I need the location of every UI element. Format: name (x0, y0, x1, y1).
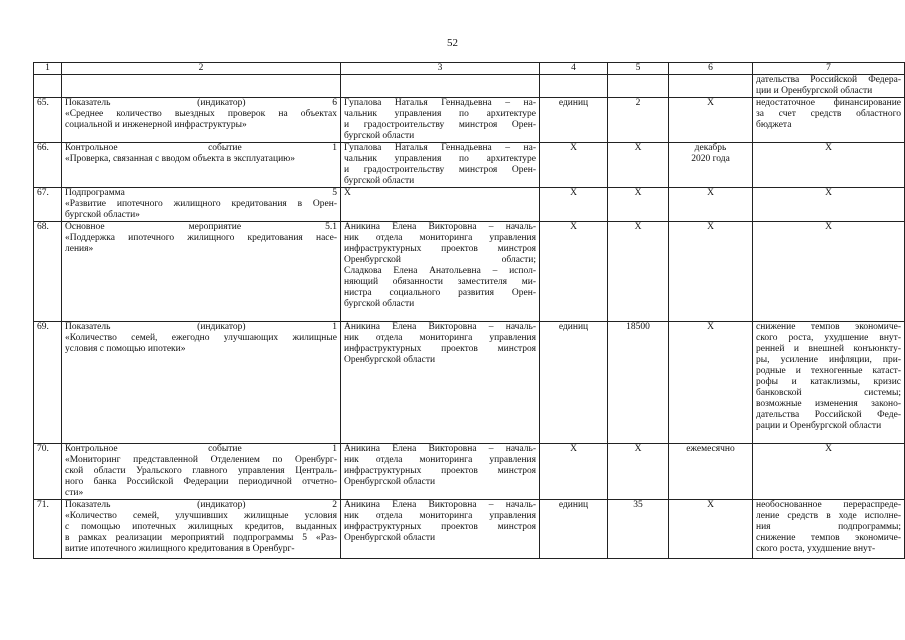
unit-value: X (570, 188, 577, 198)
responsible-line: и градостроительству минстроя Орен- (344, 120, 536, 130)
column-header: 6 (669, 63, 753, 75)
responsible-line: ник отдела мониторинга управления (344, 455, 536, 465)
risk-note-cell (753, 98, 905, 143)
item-name-line: «Проверка, связанная с вводом объекта в эксплуатацию» (65, 154, 296, 164)
item-name-line: Контрольное событие 1 (65, 444, 337, 454)
value-cell (608, 98, 669, 143)
deadline-line: декабрь (694, 143, 727, 153)
item-name-line: с помощью ипотечных жилищных кредитов, выданных (65, 522, 337, 532)
row-number-cell (34, 188, 62, 222)
risk-note-line: X (825, 444, 832, 454)
row-number: 65. (37, 98, 49, 108)
responsible-line: инфраструктурных проектов минстроя (344, 344, 536, 354)
target-value: 2 (635, 98, 641, 108)
deadline-cell (669, 98, 753, 143)
item-name-line: Основное мероприятие 5.1 (65, 222, 337, 232)
value-cell (608, 222, 669, 322)
risk-note-line: снижение темпов экономиче- (756, 533, 901, 543)
item-name-cell (62, 75, 341, 98)
row-number-cell (34, 98, 62, 143)
unit-value: X (570, 444, 577, 454)
risk-note-line: за счет средств областного (756, 109, 901, 119)
value-cell (608, 143, 669, 188)
row-number-cell (34, 75, 62, 98)
unit-cell (540, 75, 608, 98)
target-value: X (634, 188, 642, 198)
unit-cell (540, 143, 608, 188)
risk-note-line: ление средств в ходе исполне- (756, 511, 901, 521)
responsible-line: Аникина Елена Викторовна – началь- (344, 500, 536, 510)
deadline-line: 2020 года (691, 154, 730, 164)
responsible-line: Оренбургской области; (344, 255, 536, 265)
item-name-line: бургской области» (65, 210, 140, 220)
row-number-cell (34, 143, 62, 188)
page-number: 52 (447, 37, 458, 49)
responsible-line: и градостроительству минстроя Орен- (344, 165, 536, 175)
responsible-line: няющий обязанности заместителя ми- (344, 277, 536, 287)
item-name-cell (62, 322, 341, 444)
deadline-cell (669, 444, 753, 500)
responsible-line: чальник управления по архитектуре (344, 109, 536, 119)
deadline-cell (669, 75, 753, 98)
table-row (34, 188, 905, 222)
responsible-line: Оренбургской области (344, 477, 436, 487)
table-row (34, 500, 905, 559)
responsible-cell (341, 444, 540, 500)
risk-note-line: дательства Российской Феде- (756, 410, 901, 420)
row-number-cell (34, 444, 62, 500)
column-header: 7 (753, 63, 905, 75)
value-cell (608, 75, 669, 98)
item-name-line: Контрольное событие 1 (65, 143, 337, 153)
responsible-line: инфраструктурных проектов минстроя (344, 466, 536, 476)
risk-note-line: X (825, 143, 832, 153)
item-name-line: ления» (65, 244, 94, 254)
item-name-cell (62, 98, 341, 143)
row-number: 66. (37, 143, 49, 153)
risk-note-line: недостаточное финансирование (756, 98, 901, 108)
unit-value: единиц (558, 322, 589, 332)
column-header: 1 (34, 63, 62, 75)
deadline-line: X (707, 222, 714, 232)
unit-cell (540, 500, 608, 559)
value-cell (608, 322, 669, 444)
risk-note-cell (753, 188, 905, 222)
target-value: X (634, 222, 642, 232)
row-number-cell (34, 500, 62, 559)
risk-note-line: ции и Оренбургской области (756, 86, 873, 96)
row-number: 69. (37, 322, 49, 332)
unit-value: X (570, 222, 577, 232)
risk-note-line: дательства Российской Федера- (756, 75, 901, 85)
deadline-cell (669, 322, 753, 444)
deadline-line: X (707, 322, 714, 332)
responsible-cell (341, 98, 540, 143)
item-name-line: условия с помощью ипотеки» (65, 344, 186, 354)
item-name-line: социальной и инженерной инфраструктуры» (65, 120, 247, 130)
item-name-cell (62, 444, 341, 500)
risk-note-line: ского роста, ухудшение внут- (756, 544, 876, 554)
table-row (34, 222, 905, 322)
responsible-line: Оренбургской области (344, 355, 436, 365)
responsible-cell (341, 322, 540, 444)
deadline-line: X (707, 188, 714, 198)
table-row (34, 322, 905, 444)
deadline-line: ежемесячно (686, 444, 735, 454)
item-name-cell (62, 222, 341, 322)
item-name-cell (62, 500, 341, 559)
table-body (34, 75, 905, 559)
item-name-line: «Поддержка ипотечного жилищного кредитования насе- (65, 233, 337, 243)
row-number: 71. (37, 500, 49, 510)
risk-note-line: ского роста, ухудшение внут- (756, 333, 901, 343)
target-value: X (634, 444, 642, 454)
unit-value: единиц (558, 500, 589, 510)
item-name-line: Показатель (индикатор) 1 (65, 322, 337, 332)
unit-value: X (570, 143, 577, 153)
item-name-line: сти» (65, 488, 84, 498)
item-name-line: витие ипотечного жилищного кредитования в Оренбург- (65, 544, 295, 554)
program-table (33, 62, 905, 559)
responsible-line: ник отдела мониторинга управления (344, 511, 536, 521)
risk-note-line: X (825, 188, 832, 198)
risk-note-cell (753, 500, 905, 559)
item-name-cell (62, 143, 341, 188)
responsible-line: инфраструктурных проектов минстроя (344, 244, 536, 254)
unit-value: единиц (558, 98, 589, 108)
responsible-line: Аникина Елена Викторовна – началь- (344, 222, 536, 232)
unit-cell (540, 444, 608, 500)
table-row (34, 75, 905, 98)
unit-cell (540, 188, 608, 222)
responsible-cell (341, 222, 540, 322)
table-row (34, 98, 905, 143)
target-value: X (634, 143, 642, 153)
item-name-line: «Количество семей, ежегодно улучшающих жилищные (65, 333, 337, 343)
risk-note-cell (753, 222, 905, 322)
risk-note-line: ры, усиление инфляции, при- (756, 355, 901, 365)
responsible-line: Аникина Елена Викторовна – началь- (344, 444, 536, 454)
unit-cell (540, 222, 608, 322)
column-header: 4 (540, 63, 608, 75)
responsible-line: Оренбургской области (344, 533, 436, 543)
item-name-line: Показатель (индикатор) 2 (65, 500, 337, 510)
risk-note-cell (753, 75, 905, 98)
table-row (34, 143, 905, 188)
responsible-line: бургской области (344, 176, 415, 186)
deadline-cell (669, 500, 753, 559)
unit-cell (540, 98, 608, 143)
column-number-row (34, 63, 905, 75)
deadline-cell (669, 143, 753, 188)
deadline-cell (669, 188, 753, 222)
value-cell (608, 188, 669, 222)
risk-note-line: бюджета (756, 120, 792, 130)
responsible-line: X (344, 188, 351, 198)
item-name-line: ской области Уральского главного управления Централь- (65, 466, 337, 476)
column-header: 5 (608, 63, 669, 75)
risk-note-line: ренней и внешней конъюнкту- (756, 344, 901, 354)
unit-cell (540, 322, 608, 444)
item-name-line: Показатель (индикатор) 6 (65, 98, 337, 108)
item-name-line: «Мониторинг представленной Отделением по Оренбург- (65, 455, 337, 465)
responsible-line: ник отдела мониторинга управления (344, 333, 536, 343)
responsible-line: чальник управления по архитектуре (344, 154, 536, 164)
risk-note-line: снижение темпов экономиче- (756, 322, 901, 332)
item-name-line: «Развитие ипотечного жилищного кредитования в Орен- (65, 199, 337, 209)
risk-note-line: банковской системы; (756, 388, 901, 398)
responsible-line: Гупалова Наталья Геннадьевна – на- (344, 98, 536, 108)
risk-note-cell (753, 444, 905, 500)
responsible-cell (341, 143, 540, 188)
row-number: 68. (37, 222, 49, 232)
row-number-cell (34, 322, 62, 444)
risk-note-line: ния подпрограммы; (756, 522, 901, 532)
responsible-line: ник отдела мониторинга управления (344, 233, 536, 243)
item-name-line: Подпрограмма 5 (65, 188, 337, 198)
risk-note-line: X (825, 222, 832, 232)
item-name-line: в рамках реализации мероприятий подпрограммы 5 «Раз- (65, 533, 337, 543)
risk-note-line: необоснованное перераспреде- (756, 500, 901, 510)
column-header: 3 (341, 63, 540, 75)
risk-note-line: рации и Оренбургской области (756, 421, 882, 431)
item-name-line: «Среднее количество выездных проверок на объектах (65, 109, 337, 119)
row-number: 67. (37, 188, 49, 198)
responsible-line: Гупалова Наталья Геннадьевна – на- (344, 143, 536, 153)
item-name-cell (62, 188, 341, 222)
row-number: 70. (37, 444, 49, 454)
risk-note-line: возможные изменения законо- (756, 399, 901, 409)
item-name-line: ного банка Российской Федерации периодичной отчетно- (65, 477, 337, 487)
risk-note-cell (753, 143, 905, 188)
item-name-line: «Количество семей, улучшивших жилищные условия (65, 511, 337, 521)
responsible-line: бургской области (344, 131, 415, 141)
risk-note-line: родные и техногенные катаст- (756, 366, 901, 376)
deadline-line: X (707, 500, 714, 510)
deadline-cell (669, 222, 753, 322)
responsible-line: Аникина Елена Викторовна – началь- (344, 322, 536, 332)
responsible-cell (341, 500, 540, 559)
deadline-line: X (707, 98, 714, 108)
risk-note-cell (753, 322, 905, 444)
responsible-line: Сладкова Елена Анатольевна – испол- (344, 266, 536, 276)
value-cell (608, 444, 669, 500)
column-header: 2 (62, 63, 341, 75)
target-value: 35 (633, 500, 643, 510)
table-row (34, 444, 905, 500)
target-value: 18500 (626, 322, 650, 332)
responsible-line: инфраструктурных проектов минстроя (344, 522, 536, 532)
responsible-line: бургской области (344, 299, 415, 309)
responsible-cell (341, 188, 540, 222)
risk-note-line: рофы и катаклизмы, кризис (756, 377, 901, 387)
row-number-cell (34, 222, 62, 322)
responsible-cell (341, 75, 540, 98)
responsible-line: нистра социального развития Орен- (344, 288, 536, 298)
value-cell (608, 500, 669, 559)
